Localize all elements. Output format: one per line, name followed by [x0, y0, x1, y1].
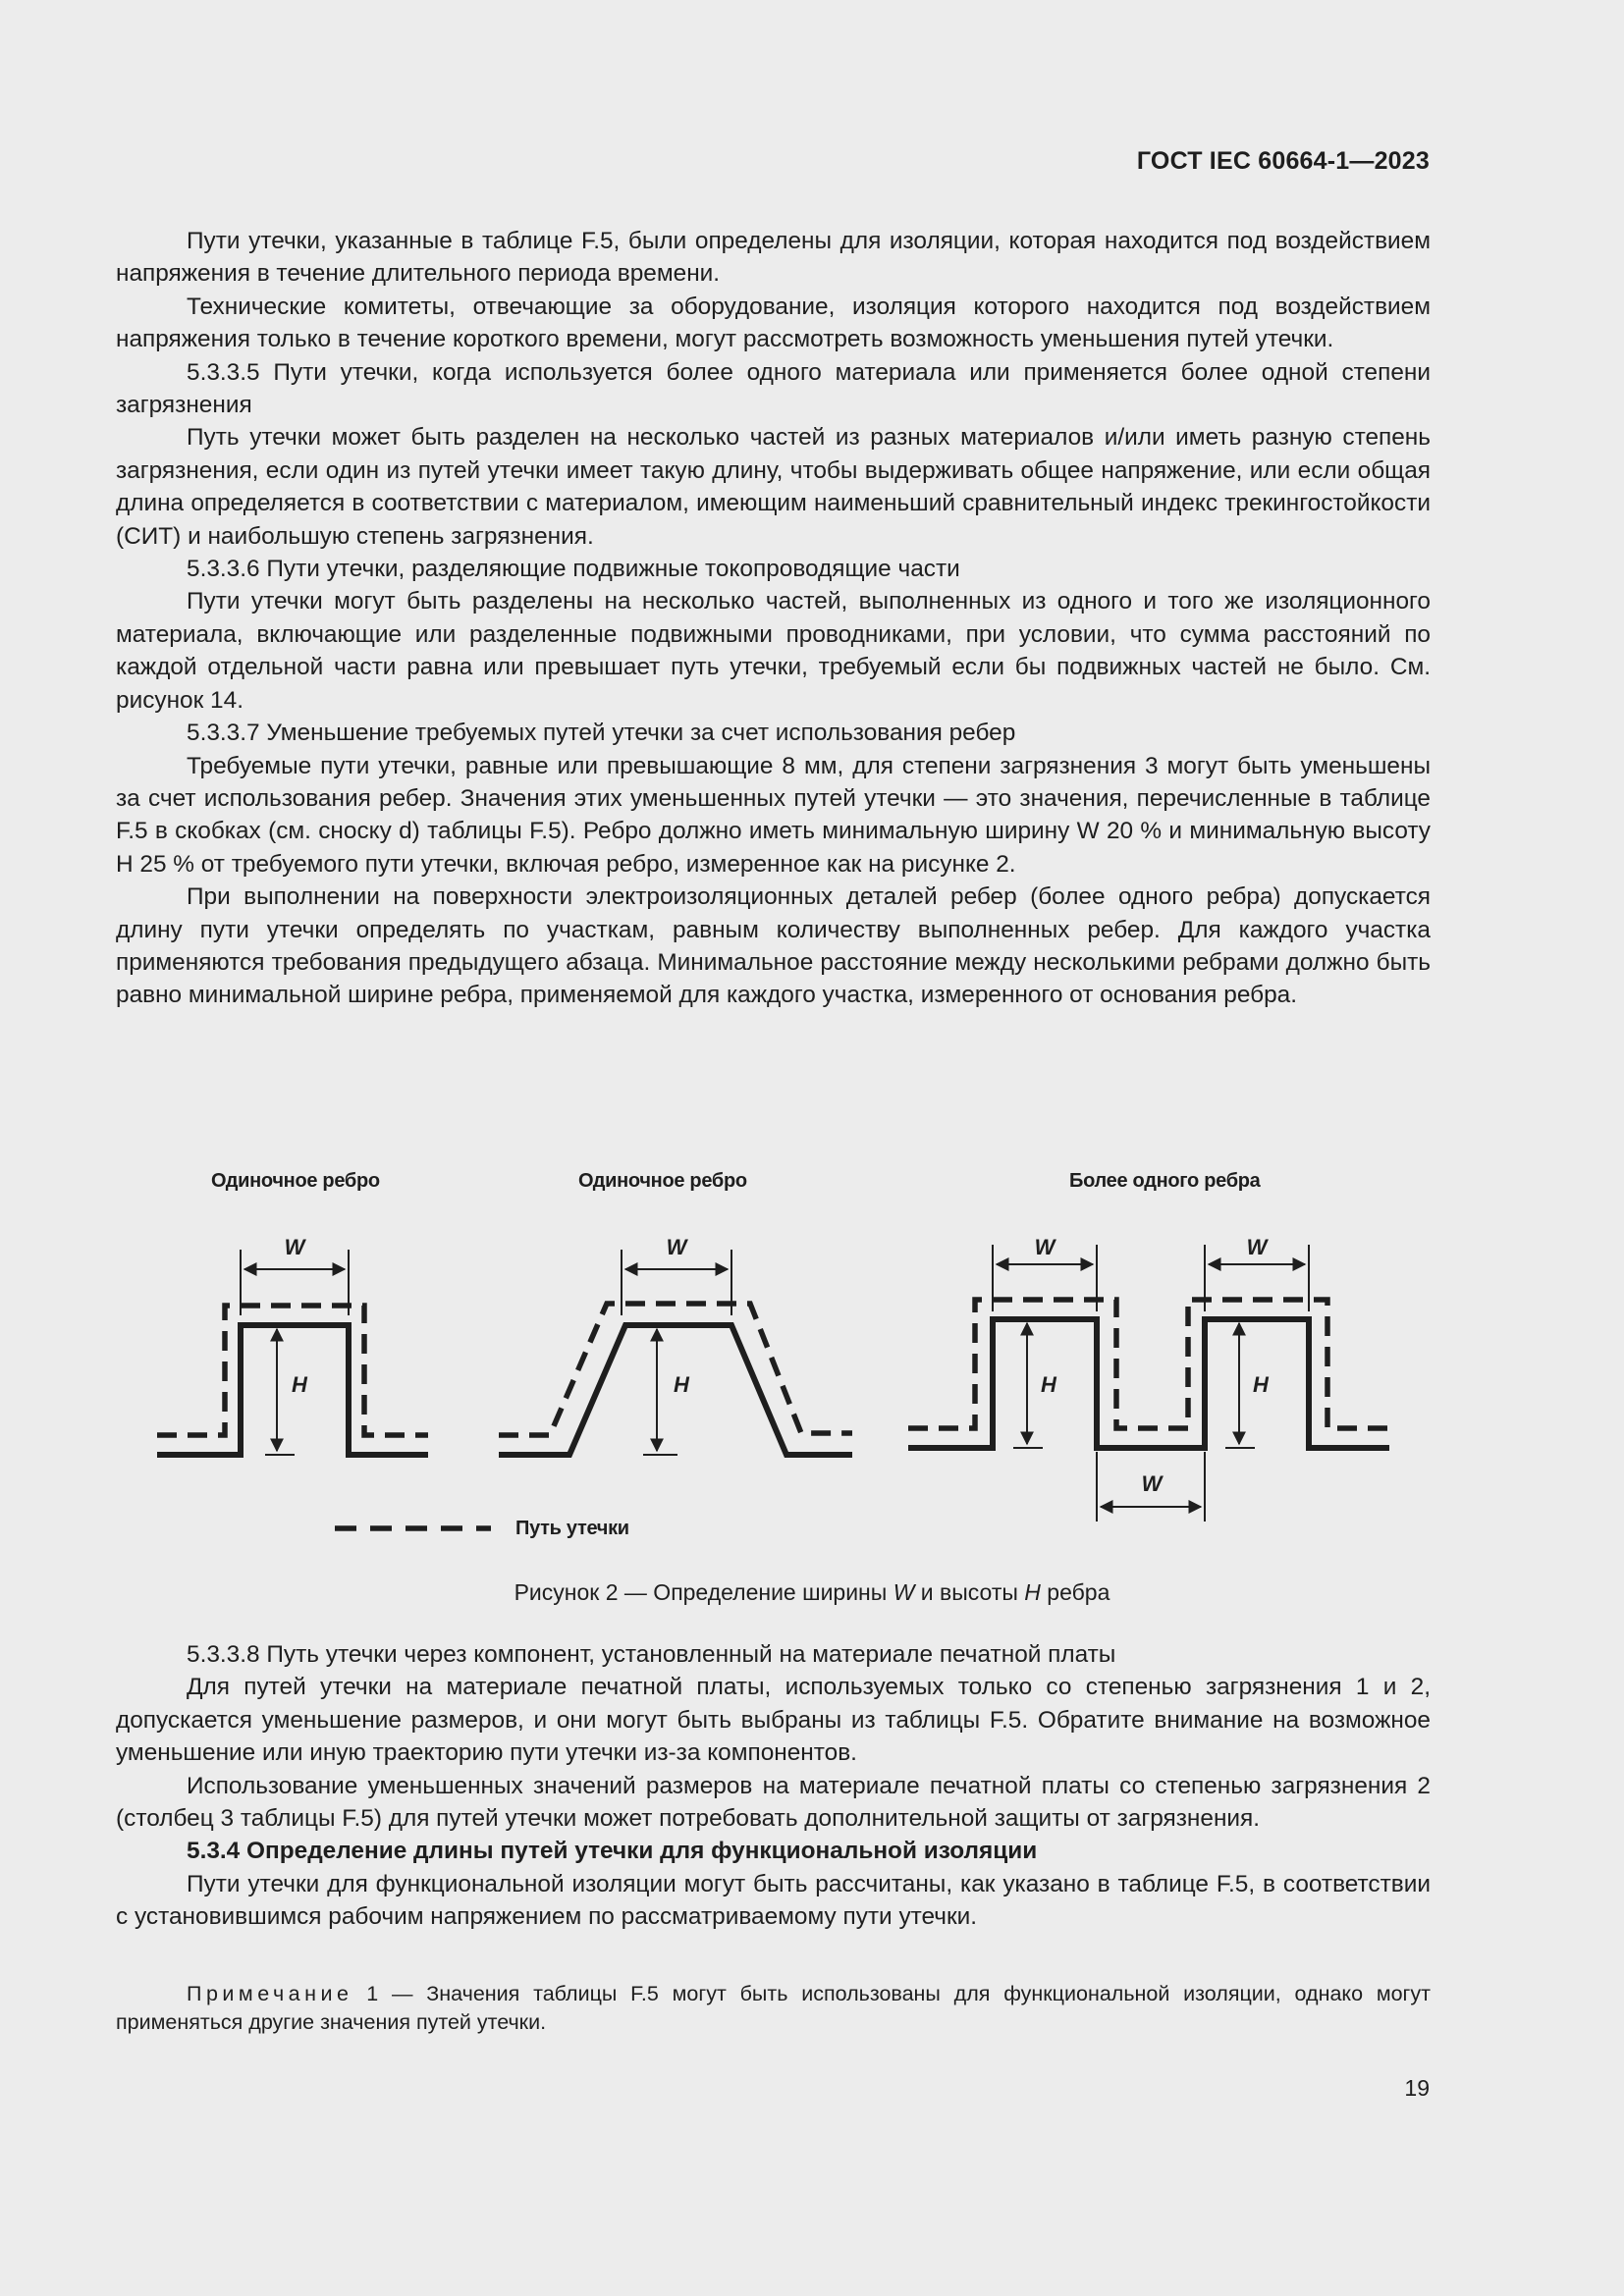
text-block-top [116, 225, 1431, 1012]
single-rib-trapezoidal [499, 1235, 852, 1455]
section-heading: 5.3.4 Определение длины путей утечки для функциональной изоляции [187, 1838, 1038, 1865]
rib-profile [499, 1325, 852, 1455]
creepage-path [157, 1306, 428, 1435]
clause-heading: 5.3.3.6 Пути утечки, разделяющие подвижные токопроводящие части [187, 556, 960, 583]
legend-label: Путь утечки [515, 1518, 629, 1539]
w-label: W [666, 1235, 687, 1259]
paragraph: Технические комитеты, отвечающие за оборудование, изоляция которого находится под воздействием напряжения только в течение короткого времени, могут рассмотреть возможность уменьшения путей утечки. [116, 293, 1431, 353]
h-label: H [1253, 1372, 1269, 1397]
page-number: 19 [1404, 2075, 1430, 2101]
w-label: W [1246, 1235, 1268, 1259]
note-text: Значения таблицы F.5 могут быть использованы для функциональной изоляции, однако могут применяться другие значения путей утечки. [116, 1982, 1431, 2034]
paragraph: Пути утечки могут быть разделены на несколько частей, выполненных из одного и того же изоляционного материала, включающие или разделенные подвижными проводниками, при условии, что сумма расстояний по каждой отдельной части равна или превышает путь утечки, требуемый если бы подвижных частей не было. См. рисунок 14. [116, 588, 1431, 714]
figure-title-single-rib-2: Одиночное ребро [578, 1170, 747, 1192]
creepage-path [499, 1304, 852, 1435]
paragraph: Требуемые пути утечки, равные или превышающие 8 мм, для степени загрязнения 3 могут быть уменьшены за счет использования ребер. Значения этих уменьшенных путей утечки — это значения, перечисленные в таблице F.5 в скобках (см. сноску d) таблицы F.5). Ребро должно иметь минимальную ширину W 20 % и минимальную высоту H 25 % от требуемого пути утечки, включая ребро, измеренное как на рисунке 2. [116, 752, 1431, 878]
w-label: W [284, 1235, 305, 1259]
paragraph: Для путей утечки на материале печатной платы, используемых только со степенью загрязнения 1 и 2, допускается уменьшение размеров, и они могут быть выбраны из таблицы F.5. Обратите внимание на возможное уменьшение или иную траекторию пути утечки из-за компонентов. [116, 1674, 1431, 1767]
rib-profile [157, 1325, 428, 1455]
clause-heading: 5.3.3.7 Уменьшение требуемых путей утечки за счет использования ребер [187, 720, 1016, 747]
paragraph: Пути утечки, указанные в таблице F.5, были определены для изоляции, которая находится под воздействием напряжения в течение длительного периода времени. [116, 228, 1431, 288]
paragraph: Пути утечки для функциональной изоляции могут быть рассчитаны, как указано в таблице F.5, в соответствии с установившимся рабочим напряжением по рассматриваемому пути утечки. [116, 1870, 1431, 1931]
h-label: H [1041, 1372, 1056, 1397]
h-label: H [674, 1372, 689, 1397]
h-label: H [292, 1372, 307, 1397]
paragraph: При выполнении на поверхности электроизоляционных деталей ребер (более одного ребра) допускается длину пути утечки определять по участкам, равным количеству выполненных ребер. Для каждого участка применяются требования предыдущего абзаца. Минимальное расстояние между несколькими ребрами должно быть равно минимальной ширине ребра, применяемой для каждого участка, измеренного от основания ребра. [116, 883, 1431, 1009]
paragraph: Путь утечки может быть разделен на несколько частей из разных материалов и/или иметь разную степень загрязнения, если один из путей утечки имеет такую длину, чтобы выдерживать общее напряжение, или если общая длина определяется в соответствии с материалом, имеющим наименьший сравнительный индекс трекингостойкости (СИТ) и наибольшую степень загрязнения. [116, 424, 1431, 550]
figure-caption: Рисунок 2 — Определение ширины W и высоты H ребра [514, 1579, 1110, 1605]
note-number: 1 — [352, 1982, 427, 2005]
note-label: Примечание [187, 1982, 353, 2005]
rib-profile [908, 1319, 1389, 1448]
clause-heading: 5.3.3.5 Пути утечки, когда используется более одного материала или применяется более одной степени загрязнения [116, 358, 1431, 419]
multiple-ribs [908, 1235, 1389, 1522]
paragraph: Использование уменьшенных значений размеров на материале печатной платы со степенью загрязнения 2 (столбец 3 таблицы F.5) для путей утечки может потребовать дополнительной защиты от загрязнения. [116, 1772, 1431, 1833]
note [116, 1980, 1431, 2037]
standard-header: ГОСТ IEC 60664-1—2023 [1136, 147, 1430, 175]
figure-title-single-rib-1: Одиночное ребро [211, 1170, 380, 1192]
w-label: W [1034, 1235, 1056, 1259]
figure-title-multiple-ribs: Более одного ребра [1069, 1170, 1261, 1192]
single-rib-rectangular [157, 1235, 428, 1455]
clause-heading: 5.3.3.8 Путь утечки через компонент, установленный на материале печатной платы [187, 1641, 1116, 1668]
w-label: W [1141, 1471, 1163, 1496]
creepage-path [908, 1300, 1389, 1428]
text-block-bottom [116, 1638, 1431, 1934]
